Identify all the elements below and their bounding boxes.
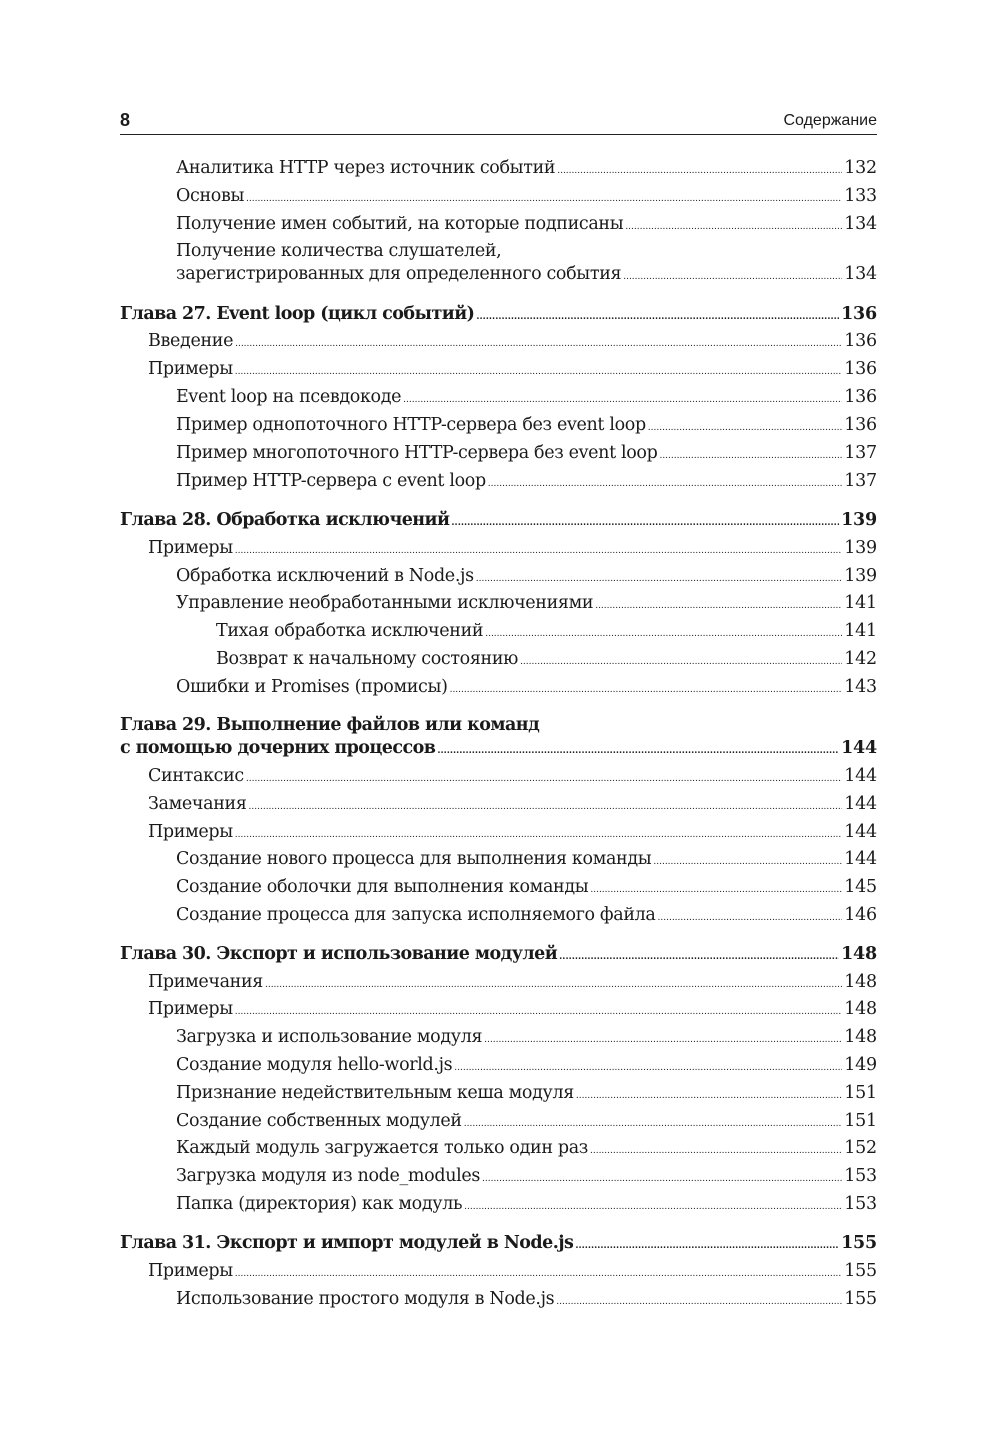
- toc-leader-dots: [653, 850, 842, 874]
- toc-leader-dots: [464, 1112, 842, 1136]
- toc-chapter-title: с помощью дочерних процессов: [120, 738, 436, 758]
- toc-leader-dots: [437, 739, 839, 763]
- toc-entry-page: 153: [844, 1166, 877, 1186]
- toc-entry-page: 145: [844, 877, 877, 897]
- toc-entry-page: 149: [844, 1055, 877, 1075]
- toc-chapter-title-line1: Глава 29. Выполнение файлов или команд: [120, 715, 540, 735]
- toc-entry-title: Синтаксис: [148, 766, 244, 786]
- toc-leader-dots: [464, 1195, 842, 1219]
- toc-entry-page: 136: [844, 415, 877, 435]
- toc-entry-page: 136: [844, 331, 877, 351]
- toc-entry: [176, 1136, 877, 1163]
- toc-leader-dots: [235, 1000, 842, 1024]
- toc-entry-title: Пример многопоточного HTTP-сервера без event loop: [176, 443, 658, 463]
- toc-chapter-title: Глава 27. Event loop (цикл событий): [120, 304, 475, 324]
- toc-entry: [176, 847, 877, 874]
- toc-entry-title: Получение имен событий, на которые подписаны: [176, 214, 624, 234]
- toc-entry: [176, 591, 877, 618]
- toc-leader-dots: [623, 265, 842, 289]
- toc-entry-page: 155: [844, 1261, 877, 1281]
- toc-entry-title: зарегистрированных для определенного события: [176, 264, 622, 284]
- toc-leader-dots: [235, 1262, 842, 1286]
- toc-leader-dots: [476, 305, 839, 329]
- toc-entry-title: Папка (директория) как модуль: [176, 1194, 463, 1214]
- toc-entry-title: Примечания: [148, 972, 263, 992]
- toc-leader-dots: [454, 1056, 842, 1080]
- toc-leader-dots: [658, 906, 843, 930]
- toc-entry-title: Event loop на псевдокоде: [176, 387, 402, 407]
- toc-entry: [176, 441, 877, 468]
- toc-entry-page: 144: [844, 822, 877, 842]
- toc-entry-page: 144: [844, 794, 877, 814]
- toc-entry: [176, 413, 877, 440]
- toc-chapter-title: Глава 30. Экспорт и использование модулей: [120, 944, 558, 964]
- toc-entry-title: Ошибки и Promises (промисы): [176, 677, 448, 697]
- toc-leader-dots: [520, 650, 842, 674]
- toc-leader-dots: [488, 472, 842, 496]
- toc-entry: [148, 1259, 877, 1286]
- toc-entry-title: Примеры: [148, 822, 233, 842]
- toc-chapter-page: 144: [841, 738, 877, 758]
- toc-entry: [176, 564, 877, 591]
- toc-entry-page: 148: [844, 999, 877, 1019]
- toc-entry: [176, 1287, 877, 1314]
- toc-entry-title: Пример HTTP-сервера с event loop: [176, 471, 486, 491]
- toc-leader-dots: [659, 444, 842, 468]
- toc-entry: [176, 156, 877, 183]
- toc-entry-title: Загрузка модуля из node_modules: [176, 1166, 480, 1186]
- toc-entry-title: Обработка исключений в Node.js: [176, 566, 474, 586]
- toc-leader-dots: [450, 678, 843, 702]
- toc-entry-page: 152: [844, 1138, 877, 1158]
- toc-leader-dots: [485, 622, 842, 646]
- toc-entry-page: 151: [844, 1111, 877, 1131]
- toc-leader-dots: [403, 388, 842, 412]
- toc-entry: [176, 262, 877, 289]
- toc-chapter-page: 139: [841, 510, 877, 530]
- toc-entry: [176, 1192, 877, 1219]
- toc-leader-dots: [484, 1028, 842, 1052]
- toc-entry-page: 144: [844, 766, 877, 786]
- toc-entry-page: 137: [844, 471, 877, 491]
- toc-chapter: [120, 508, 877, 535]
- toc-entry-title: Создание собственных модулей: [176, 1111, 462, 1131]
- toc-entry-page: 133: [844, 186, 877, 206]
- toc-entry: [176, 675, 877, 702]
- toc-leader-dots: [648, 416, 842, 440]
- toc-entry: [148, 970, 877, 997]
- toc-entry-title: Тихая обработка исключений: [216, 621, 484, 641]
- toc-entry-title: Аналитика HTTP через источник событий: [176, 158, 556, 178]
- toc-entry-page: 148: [844, 1027, 877, 1047]
- toc-leader-dots: [476, 567, 842, 591]
- toc-entry-title: Примеры: [148, 538, 233, 558]
- toc-entry: [176, 212, 877, 239]
- toc-leader-dots: [556, 1290, 842, 1314]
- toc-chapter: [120, 1231, 877, 1258]
- toc-entry: [176, 469, 877, 496]
- toc-entry: [176, 184, 877, 211]
- toc-entry: [148, 536, 877, 563]
- toc-entry-page: 143: [844, 677, 877, 697]
- toc-entry-title: Управление необработанными исключениями: [176, 593, 594, 613]
- toc-entry: [176, 903, 877, 930]
- toc-entry: [148, 764, 877, 791]
- toc-entry-page: 151: [844, 1083, 877, 1103]
- toc-entry-page: 136: [844, 359, 877, 379]
- toc-chapter-page: 136: [841, 304, 877, 324]
- toc-leader-dots: [590, 1139, 842, 1163]
- toc-entry: [216, 619, 877, 646]
- toc-entry-page: 153: [844, 1194, 877, 1214]
- toc-entry-title: Основы: [176, 186, 245, 206]
- toc-entry-page: 132: [844, 158, 877, 178]
- toc-entry-title: Примеры: [148, 359, 233, 379]
- toc-entry-title: Замечания: [148, 794, 247, 814]
- toc-chapter: [120, 942, 877, 969]
- toc-entry-page: 139: [844, 538, 877, 558]
- toc-entry-page: 148: [844, 972, 877, 992]
- toc-leader-dots: [451, 511, 839, 535]
- toc-entry-page: 146: [844, 905, 877, 925]
- toc-entry: [148, 792, 877, 819]
- toc-entry-page: 134: [844, 264, 877, 284]
- toc-chapter: [120, 736, 877, 763]
- toc-entry: [176, 875, 877, 902]
- toc-entry: [176, 1164, 877, 1191]
- toc-chapter-page: 148: [841, 944, 877, 964]
- toc-entry-title: Создание нового процесса для выполнения команды: [176, 849, 652, 869]
- toc-leader-dots: [575, 1234, 839, 1258]
- toc-entry: [176, 1053, 877, 1080]
- toc-leader-dots: [557, 159, 842, 183]
- toc-entry-title-line1: Получение количества слушателей,: [176, 241, 502, 261]
- toc-entry-page: 137: [844, 443, 877, 463]
- toc-chapter-title: Глава 28. Обработка исключений: [120, 510, 450, 530]
- toc-entry: [148, 997, 877, 1024]
- toc-leader-dots: [235, 823, 842, 847]
- toc-chapter: [120, 302, 877, 329]
- toc-entry-title: Примеры: [148, 1261, 233, 1281]
- toc-leader-dots: [265, 973, 842, 997]
- toc-entry-title: Создание оболочки для выполнения команды: [176, 877, 589, 897]
- running-title: Содержание: [783, 112, 877, 129]
- toc-leader-dots: [246, 767, 842, 791]
- toc-leader-dots: [590, 878, 842, 902]
- toc-leader-dots: [235, 332, 842, 356]
- toc-entry-title: Пример однопоточного HTTP-сервера без event loop: [176, 415, 646, 435]
- toc-leader-dots: [625, 215, 842, 239]
- toc-entry-title: Создание модуля hello-world.js: [176, 1055, 453, 1075]
- toc-entry: [148, 329, 877, 356]
- toc-entry: [176, 385, 877, 412]
- toc-leader-dots: [576, 1084, 842, 1108]
- toc-leader-dots: [482, 1167, 842, 1191]
- toc-entry-page: 155: [844, 1289, 877, 1309]
- toc-leader-dots: [246, 187, 842, 211]
- toc-entry-page: 141: [844, 621, 877, 641]
- toc-entry: [148, 820, 877, 847]
- toc-chapter-page: 155: [841, 1233, 877, 1253]
- page-number: 8: [120, 110, 131, 130]
- toc-leader-dots: [249, 795, 843, 819]
- toc-entry-title: Возврат к начальному состоянию: [216, 649, 519, 669]
- toc-entry-title: Создание процесса для запуска исполняемого файла: [176, 905, 656, 925]
- toc-leader-dots: [595, 594, 842, 618]
- toc-entry: [176, 1081, 877, 1108]
- toc-entry-title: Использование простого модуля в Node.js: [176, 1289, 555, 1309]
- toc-leader-dots: [235, 360, 842, 384]
- toc-entry: [176, 1025, 877, 1052]
- toc-entry-page: 139: [844, 566, 877, 586]
- toc-entry-page: 134: [844, 214, 877, 234]
- toc-entry: [216, 647, 877, 674]
- toc-entry: [176, 1109, 877, 1136]
- toc-leader-dots: [235, 539, 842, 563]
- toc-entry-title: Примеры: [148, 999, 233, 1019]
- toc-entry-page: 141: [844, 593, 877, 613]
- toc-entry-page: 144: [844, 849, 877, 869]
- toc-entry-title: Признание недействительным кеша модуля: [176, 1083, 574, 1103]
- toc-entry-title: Загрузка и использование модуля: [176, 1027, 483, 1047]
- toc-leader-dots: [559, 945, 839, 969]
- toc-entry-title: Введение: [148, 331, 234, 351]
- toc-entry-page: 136: [844, 387, 877, 407]
- toc-entry-page: 142: [844, 649, 877, 669]
- toc-chapter-title: Глава 31. Экспорт и импорт модулей в Node.js: [120, 1233, 574, 1253]
- toc-entry: [148, 357, 877, 384]
- table-of-contents: [120, 0, 877, 1447]
- toc-entry-title: Каждый модуль загружается только один раз: [176, 1138, 588, 1158]
